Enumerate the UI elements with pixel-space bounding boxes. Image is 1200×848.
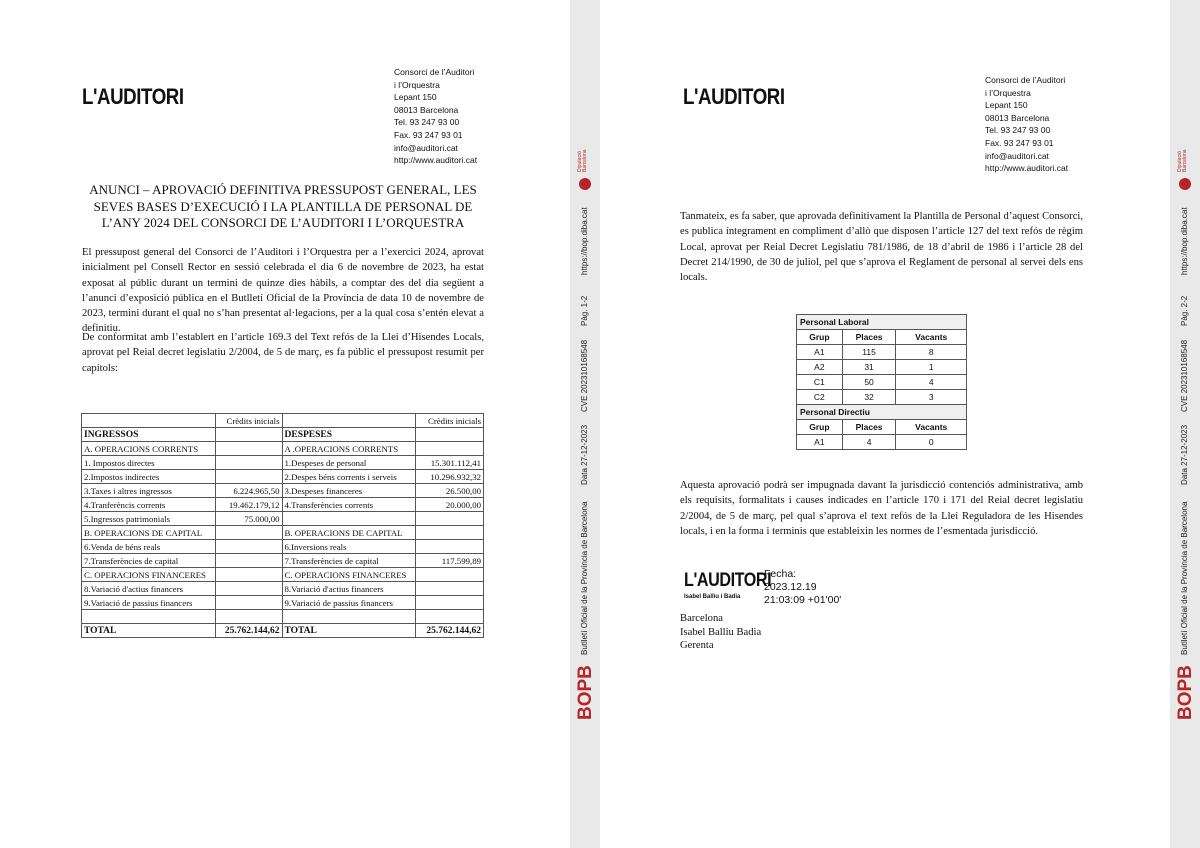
- table-cell: [215, 554, 282, 568]
- table-cell: [215, 610, 282, 624]
- table-cell: 3.Taxes i altres ingressos: [82, 484, 216, 498]
- table-cell: [282, 610, 416, 624]
- email-link[interactable]: info@auditori.cat: [394, 142, 458, 153]
- signature-place: Barcelona: [680, 613, 723, 624]
- table-cell: A. OPERACIONS CORRENTS: [82, 442, 216, 456]
- table-cell: 8: [896, 345, 967, 360]
- table-cell: 2.Impostos indirectes: [82, 470, 216, 484]
- table-cell: 6.Venda de béns reals: [82, 540, 216, 554]
- table-cell: 8.Variació d'actius financers: [82, 582, 216, 596]
- column-header: Vacants: [896, 420, 967, 435]
- diputacio-seal-icon: [1179, 178, 1191, 190]
- bop-url[interactable]: https://bop.diba.cat: [1180, 207, 1189, 275]
- table-cell: 117.599,89: [416, 554, 484, 568]
- signatory-role: Gerenta: [680, 640, 714, 651]
- budget-header-row: [82, 414, 484, 428]
- address-line: Consorci de l’Auditori: [985, 75, 1066, 85]
- table-cell: C. OPERACIONS FINANCERES: [282, 568, 416, 582]
- table-cell: [215, 596, 282, 610]
- table-cell: TOTAL: [82, 624, 216, 638]
- table-row: [82, 512, 484, 526]
- address-line: 08013 Barcelona: [394, 104, 459, 115]
- table-cell: 115: [842, 345, 896, 360]
- table-row: [797, 390, 967, 405]
- journal-name: Butlletí Oficial de la Província de Barcelona: [580, 501, 589, 655]
- table-cell: A1: [797, 345, 843, 360]
- bopb-sidebar-1: [570, 0, 600, 848]
- section-title: Personal Directiu: [797, 405, 967, 420]
- table-cell: 20.000,00: [416, 498, 484, 512]
- signature-date: 2023.12.19: [764, 581, 817, 593]
- table-row: [82, 428, 484, 442]
- table-cell: [416, 442, 484, 456]
- table-cell: [215, 582, 282, 596]
- table-cell: 50: [842, 375, 896, 390]
- address-line: i l’Orquestra: [985, 87, 1031, 98]
- table-cell: 1.Despeses de personal: [282, 456, 416, 470]
- table-cell: 5.Ingressos patrimonials: [82, 512, 216, 526]
- table-cell: 1. Impostos directes: [82, 456, 216, 470]
- table-cell: 25.762.144,62: [416, 624, 484, 638]
- paragraph: De conformitat amb l’establert en l’article 169.3 del Text refós de la Llei d’Hisendes Locals, aprovat pel Reial decret legislatiu 2/2004, de 5 de març, es fa públic el pressupost resumit per capítols:: [82, 332, 484, 374]
- table-cell: 15.301.112,41: [416, 456, 484, 470]
- table-cell: [416, 582, 484, 596]
- section-title: Personal Laboral: [797, 315, 967, 330]
- signatory-name: Isabel Balliu Badia: [680, 626, 762, 638]
- table-cell: [215, 526, 282, 540]
- table-row: [82, 484, 484, 498]
- paragraph: Tanmateix, es fa saber, que aprovada definitivament la Plantilla de Personal d’aquest Consorci, es publica íntegrament en compliment d’allò que disposen l’article 127 del text refós de règim Local, aprovat per Reial Decret Legislatiu 781/1986, de 18 d’abril de 1986 i l’article 28 del Decret 214/1990, de 30 de juliol, pel que s’aprova el Reglament de personal al servei dels ens locals.: [680, 211, 1083, 284]
- table-cell: [416, 526, 484, 540]
- table-cell: [215, 456, 282, 470]
- website-link[interactable]: http://www.auditori.cat: [394, 155, 478, 166]
- address-block: [985, 74, 1068, 175]
- table-row: [82, 442, 484, 456]
- address-line: Tel. 93 247 93 00: [985, 125, 1051, 136]
- table-cell: DESPESES: [282, 428, 416, 442]
- staff-header-row: [797, 420, 967, 435]
- diputacio-label: Diputació Barcelona: [1177, 149, 1188, 172]
- table-cell: [215, 470, 282, 484]
- table-cell: INGRESSOS: [82, 428, 216, 442]
- table-cell: 7.Transferències de capital: [82, 554, 216, 568]
- column-header: Vacants: [896, 330, 967, 345]
- table-cell: 3: [896, 390, 967, 405]
- table-cell: [416, 610, 484, 624]
- table-row: [82, 470, 484, 484]
- fecha-label: Fecha:: [764, 568, 797, 580]
- table-row: [797, 435, 967, 450]
- signatory-block: [680, 612, 761, 653]
- table-cell: 4: [896, 375, 967, 390]
- table-cell: [82, 610, 216, 624]
- table-row: [82, 610, 484, 624]
- table-row: [797, 360, 967, 375]
- table-cell: 6.Inversions reals: [282, 540, 416, 554]
- table-cell: C1: [797, 375, 843, 390]
- address-line: Fax. 93 247 93 01: [394, 129, 463, 140]
- table-row: [82, 568, 484, 582]
- staff-section-row: [797, 405, 967, 420]
- table-row: [82, 596, 484, 610]
- table-cell: C2: [797, 390, 843, 405]
- table-cell: 19.462.179,12: [215, 498, 282, 512]
- bop-url[interactable]: https://bop.diba.cat: [580, 207, 589, 275]
- cve-code: CVE 202310168548: [1180, 339, 1189, 412]
- bopb-logo: BOPB: [575, 665, 596, 720]
- address-block: [394, 66, 477, 167]
- table-row: [82, 624, 484, 638]
- column-header: Grup: [797, 330, 843, 345]
- table-row: [82, 526, 484, 540]
- signature-time: 21:03:09 +01'00': [764, 594, 842, 606]
- table-cell: [416, 512, 484, 526]
- signature-timestamp: [764, 568, 841, 607]
- publication-date: Data 27-12-2023: [580, 424, 589, 485]
- paragraph: El pressupost general del Consorci de l’Auditori i l’Orquestra per a l’exercici 2024, aprovat inicialment pel Consell Rector en sessió celebrada el dia 6 de novembre de 2023, ha estat exposat al públic durant un termini de quinze dies hàbils, a comptar des del dia següent a l’anunci d’exposició pública en el Butlletí Oficial de la Província de data 10 de novembre de 2023, termini durant el qual no s’han presentat al·legacions, per a la qual cosa s’entén elevat a definitiu.: [82, 247, 484, 335]
- table-cell: [215, 442, 282, 456]
- column-header: Grup: [797, 420, 843, 435]
- table-cell: [215, 540, 282, 554]
- table-cell: [282, 512, 416, 526]
- table-cell: [215, 428, 282, 442]
- table-cell: 2.Despes béns corrents i serveis: [282, 470, 416, 484]
- table-cell: [416, 596, 484, 610]
- column-header: Crèdits inicials: [416, 414, 484, 428]
- table-cell: [416, 428, 484, 442]
- table-cell: [215, 568, 282, 582]
- table-cell: 31: [842, 360, 896, 375]
- announcement-title: ANUNCI – APROVACIÓ DEFINITIVA PRESSUPOST GENERAL, LES SEVES BASES D’EXECUCIÓ I LA PLANTILLA DE PERSONAL DE L’ANY 2024 DEL CONSORCI DE L’AUDITORI I L’ORQUESTRA: [89, 182, 477, 230]
- signature-logo: L'AUDITORI: [684, 570, 772, 591]
- table-cell: [416, 568, 484, 582]
- table-row: [82, 582, 484, 596]
- table-cell: 0: [896, 435, 967, 450]
- auditori-logo: L'AUDITORI: [82, 84, 184, 109]
- journal-name: Butlletí Oficial de la Província de Barcelona: [1180, 501, 1189, 655]
- table-cell: B. OPERACIONS DE CAPITAL: [282, 526, 416, 540]
- cve-code: CVE 202310168548: [580, 339, 589, 412]
- table-cell: 7.Transferències de capital: [282, 554, 416, 568]
- table-cell: 8.Variació d'actius financers: [282, 582, 416, 596]
- column-header: Crèdits inicials: [215, 414, 282, 428]
- table-cell: [416, 540, 484, 554]
- address-line: i l’Orquestra: [394, 79, 440, 90]
- diputacio-seal-icon: [579, 178, 591, 190]
- bopb-sidebar-2: [1170, 0, 1200, 848]
- website-link[interactable]: http://www.auditori.cat: [985, 163, 1069, 174]
- table-cell: 32: [842, 390, 896, 405]
- table-cell: 6.224.965,50: [215, 484, 282, 498]
- table-cell: 75.000,00: [215, 512, 282, 526]
- document-page-1: [0, 0, 570, 848]
- table-cell: 4.Transferències corrents: [282, 498, 416, 512]
- diputacio-label: Diputació Barcelona: [577, 149, 588, 172]
- staff-table: [796, 314, 967, 450]
- table-cell: A2: [797, 360, 843, 375]
- table-row: [82, 456, 484, 470]
- table-row: [797, 375, 967, 390]
- table-cell: 9.Variació de passius financers: [82, 596, 216, 610]
- publication-date: Data 27-12-2023: [1180, 424, 1189, 485]
- page-number: Pàg. 2-2: [1180, 295, 1189, 326]
- column-header: Places: [842, 330, 896, 345]
- address-line: Tel. 93 247 93 00: [394, 117, 460, 128]
- signature-name-small: Isabel Ballìu i Badia: [684, 594, 741, 600]
- table-row: [82, 554, 484, 568]
- table-cell: 10.296.932,32: [416, 470, 484, 484]
- page-number: Pàg. 1-2: [580, 295, 589, 326]
- table-cell: TOTAL: [282, 624, 416, 638]
- address-line: Consorci de l’Auditori: [394, 67, 475, 77]
- table-cell: 4.Tranferèncis corrents: [82, 498, 216, 512]
- staff-section-row: [797, 315, 967, 330]
- table-cell: A1: [797, 435, 843, 450]
- table-cell: A .OPERACIONS CORRENTS: [282, 442, 416, 456]
- bopb-logo: BOPB: [1175, 665, 1196, 720]
- address-line: Lepant 150: [985, 100, 1028, 111]
- table-cell: 1: [896, 360, 967, 375]
- table-cell: 26.500,00: [416, 484, 484, 498]
- table-row: [82, 540, 484, 554]
- address-line: Lepant 150: [394, 92, 437, 103]
- column-header: Places: [842, 420, 896, 435]
- table-cell: 3.Despeses financeres: [282, 484, 416, 498]
- table-row: [797, 345, 967, 360]
- address-line: Fax. 93 247 93 01: [985, 137, 1054, 148]
- paragraph: Aquesta aprovació podrà ser impugnada davant la jurisdicció contenciós administrativa, amb els requisits, formalitats i causes indicades en l’article 170 i 171 del Reial decret legislatiu 2/2004, de 5 de març, pel qual s’aprova el text refós de la Llei Reguladora de les Hisendes locals, i en la forma i terminis que estableixin les normes de l’esmentada jurisdicció.: [680, 480, 1083, 537]
- table-cell: B. OPERACIONS DE CAPITAL: [82, 526, 216, 540]
- staff-header-row: [797, 330, 967, 345]
- budget-table: [81, 413, 484, 638]
- table-cell: 9.Variació de passius financers: [282, 596, 416, 610]
- table-cell: 4: [842, 435, 896, 450]
- table-row: [82, 498, 484, 512]
- email-link[interactable]: info@auditori.cat: [985, 150, 1049, 161]
- document-page-2: [600, 0, 1170, 848]
- address-line: 08013 Barcelona: [985, 112, 1050, 123]
- table-cell: 25.762.144,62: [215, 624, 282, 638]
- table-cell: C. OPERACIONS FINANCERES: [82, 568, 216, 582]
- auditori-logo: L'AUDITORI: [683, 84, 785, 109]
